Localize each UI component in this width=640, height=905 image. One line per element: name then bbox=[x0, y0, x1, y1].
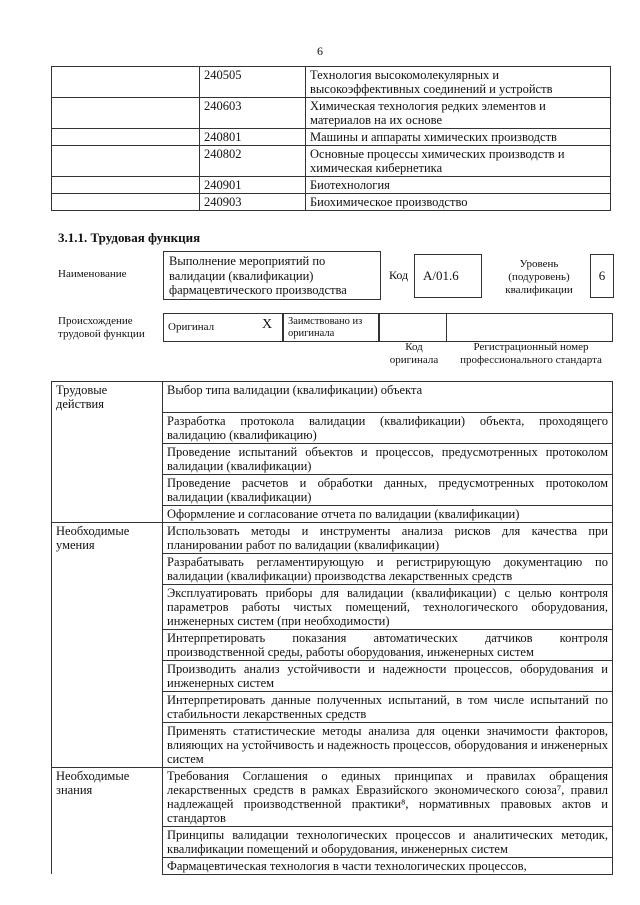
code-label: Код bbox=[389, 268, 409, 282]
original-mark: X bbox=[262, 317, 273, 332]
detail-item: Интерпретировать данные полученных испытаний, в том числе испытаний по стабильности лекарственных средств bbox=[163, 691, 613, 722]
codes-row bbox=[52, 98, 611, 129]
detail-item: Проведение расчетов и обработки данных, предусмотренных протоколом валидации (квалификации) bbox=[163, 474, 613, 505]
detail-item: Проведение испытаний объектов и процессов, предусмотренных протоколом валидации (квалификации) bbox=[163, 443, 613, 474]
level-box bbox=[590, 254, 614, 298]
detail-row bbox=[52, 443, 613, 474]
code-original-cell bbox=[379, 313, 447, 342]
detail-row bbox=[52, 857, 613, 874]
detail-item: Производить анализ устойчивости и надежности процессов, оборудования и инженерных систем bbox=[163, 660, 613, 691]
function-code-box bbox=[414, 254, 482, 298]
specialty-codes-table bbox=[51, 66, 611, 211]
specialty-name: Биотехнология bbox=[306, 177, 611, 194]
detail-row bbox=[52, 505, 613, 522]
specialty-code: 240603 bbox=[200, 98, 306, 129]
detail-item: Принципы валидации технологических процессов и аналитических методик, квалификации помещений и оборудования, инженерных систем bbox=[163, 826, 613, 857]
function-details-table bbox=[51, 381, 613, 875]
specialty-name: Машины и аппараты химических производств bbox=[306, 129, 611, 146]
section-header bbox=[52, 443, 163, 474]
section-header: Необходимые знания bbox=[52, 767, 163, 826]
detail-item: Выбор типа валидации (квалификации) объекта bbox=[163, 382, 613, 413]
section-header bbox=[52, 826, 163, 857]
borrowed-label: Заимствовано из оригинала bbox=[288, 316, 363, 339]
detail-row bbox=[52, 522, 613, 553]
detail-item: Интерпретировать показания автоматических датчиков контроля производственной среды, работы оборудования, инженерных систем bbox=[163, 629, 613, 660]
function-code-value: A/01.6 bbox=[423, 268, 459, 283]
detail-item: Применять статистические методы анализа для оценки значимости факторов, влияющих на устойчивость и надежность процессов, оборудования и инженерных систем bbox=[163, 722, 613, 767]
empty-cell bbox=[52, 177, 200, 194]
section-header bbox=[52, 412, 163, 443]
detail-row bbox=[52, 412, 613, 443]
section-header: Необходимые умения bbox=[52, 522, 163, 553]
detail-row bbox=[52, 660, 613, 691]
section-header bbox=[52, 553, 163, 584]
section-header bbox=[52, 691, 163, 722]
function-name-box bbox=[163, 251, 381, 300]
specialty-code: 240903 bbox=[200, 194, 306, 211]
detail-row bbox=[52, 767, 613, 826]
detail-row bbox=[52, 629, 613, 660]
detail-row bbox=[52, 826, 613, 857]
specialty-code: 240802 bbox=[200, 146, 306, 177]
codes-row bbox=[52, 129, 611, 146]
detail-row bbox=[52, 474, 613, 505]
code-original-caption: Код оригинала bbox=[389, 341, 439, 366]
level-label: Уровень (подуровень) квалификации bbox=[505, 258, 573, 296]
detail-row bbox=[52, 691, 613, 722]
detail-row bbox=[52, 722, 613, 767]
reg-number-caption: Регистрационный номер профессионального стандарта bbox=[460, 341, 602, 366]
specialty-code: 240801 bbox=[200, 129, 306, 146]
empty-cell bbox=[52, 146, 200, 177]
empty-cell bbox=[52, 98, 200, 129]
specialty-name: Основные процессы химических производств и химическая кибернетика bbox=[306, 146, 611, 177]
specialty-name: Биохимическое производство bbox=[306, 194, 611, 211]
level-value: 6 bbox=[598, 268, 606, 283]
section-header bbox=[52, 660, 163, 691]
specialty-code: 240505 bbox=[200, 67, 306, 98]
detail-item: Разрабатывать регламентирующую и регистрирующую документацию по валидации (квалификации) производства лекарственных средств bbox=[163, 553, 613, 584]
detail-item: Разработка протокола валидации (квалификации) объекта, проходящего валидацию (квалификацию) bbox=[163, 412, 613, 443]
section-header bbox=[52, 857, 163, 874]
name-label: Наименование bbox=[58, 268, 127, 280]
detail-item: Использовать методы и инструменты анализа рисков для качества при планировании работ по валидации (квалификации) bbox=[163, 522, 613, 553]
origin-label: Происхождение трудовой функции bbox=[58, 315, 145, 340]
detail-row bbox=[52, 382, 613, 413]
codes-row bbox=[52, 146, 611, 177]
codes-row bbox=[52, 194, 611, 211]
detail-item: Фармацевтическая технология в части технологических процессов, bbox=[163, 857, 613, 874]
specialty-name: Технология высокомолекулярных и высокоэффективных соединений и устройств bbox=[306, 67, 611, 98]
detail-item: Оформление и согласование отчета по валидации (квалификации) bbox=[163, 505, 613, 522]
section-header bbox=[52, 505, 163, 522]
specialty-name: Химическая технология редких элементов и материалов на их основе bbox=[306, 98, 611, 129]
section-header bbox=[52, 629, 163, 660]
detail-row bbox=[52, 553, 613, 584]
empty-cell bbox=[52, 129, 200, 146]
empty-cell bbox=[52, 194, 200, 211]
codes-row bbox=[52, 67, 611, 98]
page-number: 6 bbox=[317, 44, 323, 58]
detail-row bbox=[52, 584, 613, 629]
section-header bbox=[52, 722, 163, 767]
original-label: Оригинал bbox=[168, 321, 215, 333]
detail-item: Эксплуатировать приборы для валидации (квалификации) с целью контроля параметров работы чистых помещений, технологического оборудования, инженерных систем (при необходимости) bbox=[163, 584, 613, 629]
empty-cell bbox=[52, 67, 200, 98]
specialty-code: 240901 bbox=[200, 177, 306, 194]
section-header: Трудовые действия bbox=[52, 382, 163, 413]
detail-item: Требования Соглашения о единых принципах и правилах обращения лекарственных средств в рамках Евразийского экономического союза⁷, правил надлежащей производственной практики⁸, нормативных правовых актов и стандартов bbox=[163, 767, 613, 826]
section-title: 3.1.1. Трудовая функция bbox=[58, 230, 201, 245]
function-name-value: Выполнение мероприятий по валидации (квалификации) фармацевтического производства bbox=[169, 254, 347, 297]
section-header bbox=[52, 584, 163, 629]
codes-row bbox=[52, 177, 611, 194]
section-header bbox=[52, 474, 163, 505]
